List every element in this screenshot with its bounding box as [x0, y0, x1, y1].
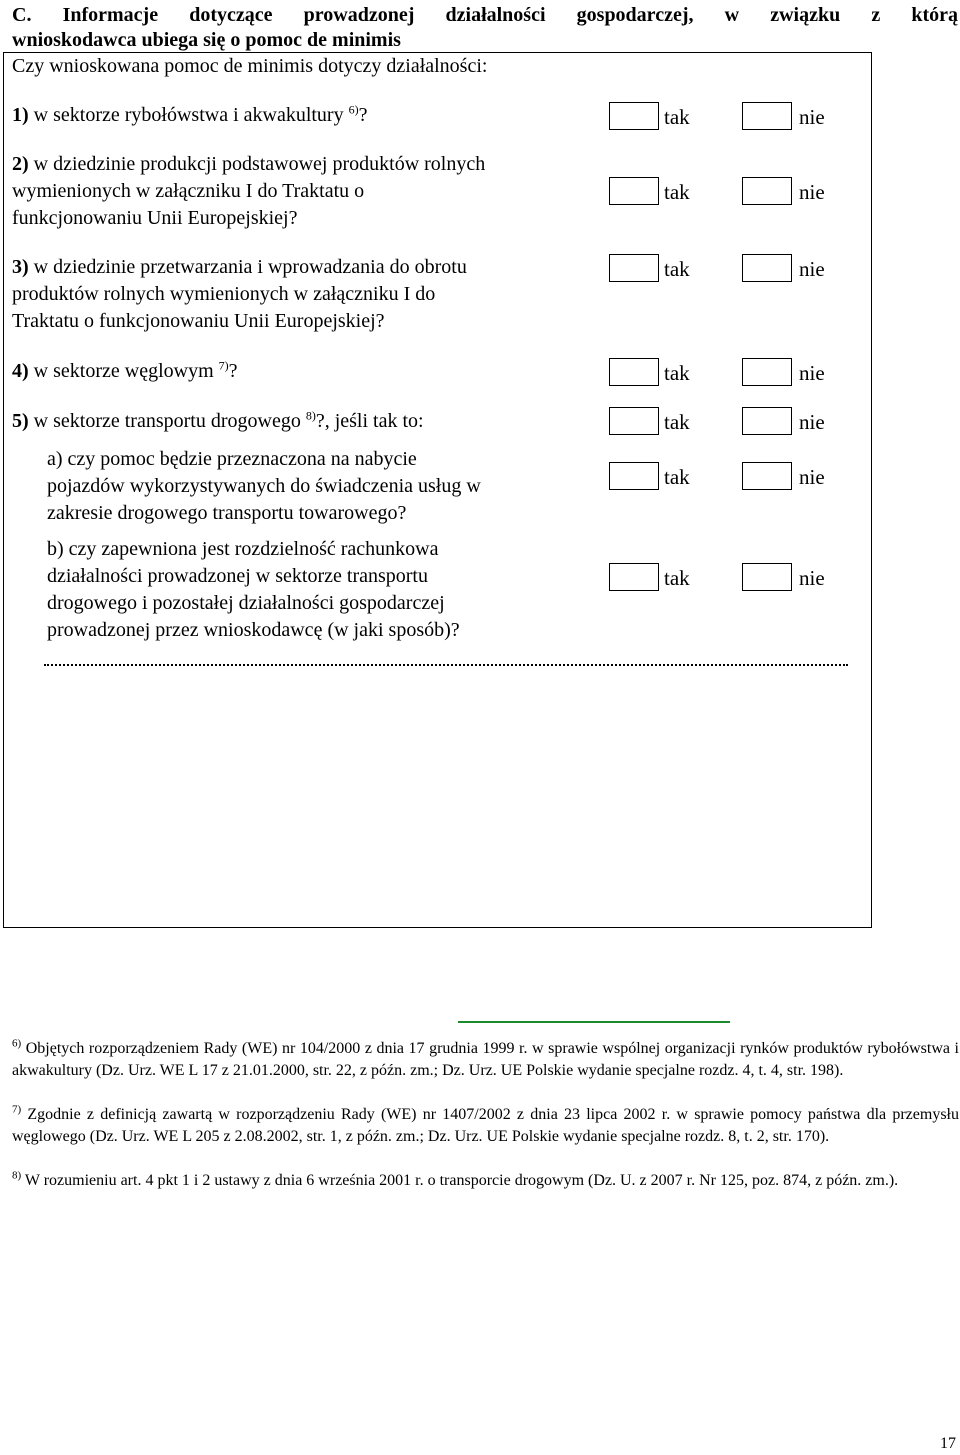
answer-dotted-line[interactable]	[44, 650, 848, 666]
checkbox-yes-q2[interactable]	[609, 177, 659, 205]
answer-row-5	[0, 407, 960, 437]
checkbox-yes-q5a[interactable]	[609, 462, 659, 490]
checkbox-no-q5a[interactable]	[742, 462, 792, 490]
question-4-mark: ?	[228, 360, 238, 382]
subquestion-b-line-1: b) czy zapewniona jest rozdzielność rachunkowa	[47, 538, 439, 560]
page-number: 17	[940, 1435, 956, 1452]
answer-row-1	[0, 102, 960, 132]
answer-row-5b	[0, 563, 960, 593]
label-yes-q1: tak	[664, 105, 690, 129]
question-3-number: 3)	[12, 256, 29, 278]
footnote-6-mark: 6)	[12, 1037, 22, 1050]
label-no-q3: nie	[799, 257, 825, 281]
subquestion-a-line-3: zakresie drogowego transportu towarowego?	[47, 502, 407, 524]
footnote-8-text: W rozumieniu art. 4 pkt 1 i 2 ustawy z dnia 6 września 2001 r. o transporcie drogowym (Dz. U. z 2007 r. Nr 125, poz. 874, z późn. zm.).	[21, 1172, 899, 1189]
footnote-ref-8: 8)	[305, 408, 316, 423]
label-no-q5a: nie	[799, 465, 825, 489]
label-yes-q5: tak	[664, 410, 690, 434]
footnote-7	[12, 1104, 959, 1147]
label-yes-q5a: tak	[664, 465, 690, 489]
answer-row-4	[0, 358, 960, 388]
question-5-text: w sektorze transportu drogowego	[28, 410, 306, 432]
question-3-line-2: produktów rolnych wymienionych w załączniku I do	[12, 283, 436, 305]
checkbox-yes-q1[interactable]	[609, 102, 659, 130]
subquestion-b-line-2: działalności prowadzonej w sektorze transportu	[47, 565, 428, 587]
checkbox-no-q3[interactable]	[742, 254, 792, 282]
question-2-line-3: funkcjonowaniu Unii Europejskiej?	[12, 207, 298, 229]
label-no-q5b: nie	[799, 566, 825, 590]
label-no-q1: nie	[799, 105, 825, 129]
subquestion-a-line-1: a) czy pomoc będzie przeznaczona na nabycie	[47, 448, 417, 470]
section-heading: C. Informacje dotyczące prowadzonej działalności gospodarczej, w związku z którą	[12, 4, 958, 26]
footnote-6	[12, 1038, 959, 1081]
answer-row-3	[0, 254, 960, 284]
question-4-text: w sektorze węglowym	[28, 360, 219, 382]
question-4-number: 4)	[12, 360, 29, 382]
question-1-mark: ?	[358, 104, 368, 126]
label-no-q4: nie	[799, 361, 825, 385]
footnote-ref-7: 7)	[218, 358, 229, 373]
checkbox-no-q2[interactable]	[742, 177, 792, 205]
footnote-7-text: Zgodnie z definicją zawartą w rozporządzeniu Rady (WE) nr 1407/2002 z dnia 23 lipca 2002 r. w sprawie pomocy państwa dla przemysłu węglowego (Dz. Urz. WE L 205 z 2.08.2002, str. 1, z późn. zm.; Dz. Urz. UE Polskie wydanie specjalne rozdz. 8, t. 2, str. 170).	[12, 1106, 959, 1145]
subquestion-b-line-4: prowadzonej przez wnioskodawcę (w jaki sposób)?	[47, 619, 460, 641]
question-1-text: w sektorze rybołówstwa i akwakultury	[28, 104, 349, 126]
label-no-q2: nie	[799, 180, 825, 204]
subquestion-a-line-2: pojazdów wykorzystywanych do świadczenia usług w	[47, 475, 481, 497]
question-2-line-1: w dziedzinie produkcji podstawowej produktów rolnych	[28, 153, 486, 175]
checkbox-yes-q5[interactable]	[609, 407, 659, 435]
footnote-8-mark: 8)	[12, 1169, 22, 1182]
footnote-separator	[458, 1021, 730, 1023]
question-2-line-2: wymienionych w załączniku I do Traktatu o	[12, 180, 365, 202]
checkbox-yes-q3[interactable]	[609, 254, 659, 282]
answer-row-2	[0, 177, 960, 207]
question-3-line-3: Traktatu o funkcjonowaniu Unii Europejskiej?	[12, 310, 385, 332]
footnote-ref-6: 6)	[348, 102, 359, 117]
section-heading-continued: wnioskodawca ubiega się o pomoc de minimis	[12, 29, 401, 51]
checkbox-yes-q4[interactable]	[609, 358, 659, 386]
answer-row-5a	[0, 462, 960, 492]
footnote-6-text: Objętych rozporządzeniem Rady (WE) nr 104/2000 z dnia 17 grudnia 1999 r. w sprawie wspólnej organizacji rynków produktów rybołówstwa i akwakultury (Dz. Urz. WE L 17 z 21.01.2000, str. 22, z późn. zm.; Dz. Urz. UE Polskie wydanie specjalne rozdz. 4, t. 4, str. 198).	[12, 1040, 959, 1079]
question-5-suffix: ?, jeśli tak to:	[315, 410, 424, 432]
label-yes-q4: tak	[664, 361, 690, 385]
intro-question: Czy wnioskowana pomoc de minimis dotyczy działalności:	[12, 55, 488, 77]
question-5-number: 5)	[12, 410, 29, 432]
question-2-number: 2)	[12, 153, 29, 175]
label-yes-q3: tak	[664, 257, 690, 281]
label-no-q5: nie	[799, 410, 825, 434]
checkbox-no-q1[interactable]	[742, 102, 792, 130]
label-yes-q2: tak	[664, 180, 690, 204]
checkbox-no-q4[interactable]	[742, 358, 792, 386]
checkbox-no-q5b[interactable]	[742, 563, 792, 591]
question-1-number: 1)	[12, 104, 29, 126]
subquestion-b-line-3: drogowego i pozostałej działalności gospodarczej	[47, 592, 445, 614]
checkbox-yes-q5b[interactable]	[609, 563, 659, 591]
question-3-line-1: w dziedzinie przetwarzania i wprowadzania do obrotu	[28, 256, 467, 278]
label-yes-q5b: tak	[664, 566, 690, 590]
footnote-7-mark: 7)	[12, 1103, 22, 1116]
footnote-8	[12, 1170, 959, 1192]
checkbox-no-q5[interactable]	[742, 407, 792, 435]
